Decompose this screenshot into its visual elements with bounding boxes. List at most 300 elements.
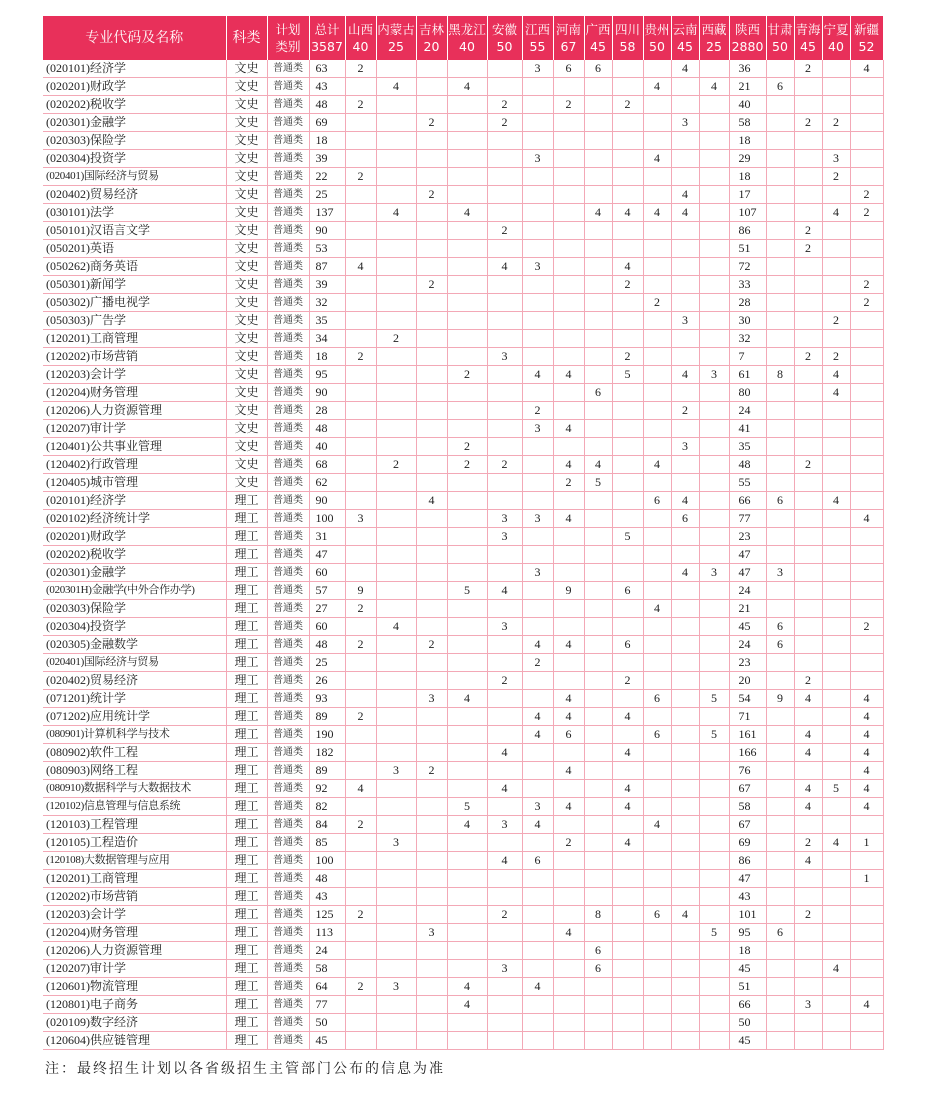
province-cell bbox=[699, 708, 729, 726]
province-cell: 6 bbox=[643, 906, 671, 924]
province-cell bbox=[766, 780, 794, 798]
province-cell bbox=[345, 186, 376, 204]
province-cell bbox=[345, 726, 376, 744]
province-cell: 40 bbox=[729, 96, 766, 114]
province-cell bbox=[553, 546, 584, 564]
province-cell bbox=[416, 384, 447, 402]
province-cell bbox=[822, 762, 850, 780]
province-cell bbox=[487, 546, 522, 564]
total-cell: 22 bbox=[309, 168, 345, 186]
province-cell bbox=[794, 510, 822, 528]
province-cell: 69 bbox=[729, 834, 766, 852]
province-cell bbox=[671, 726, 699, 744]
province-cell bbox=[487, 312, 522, 330]
province-cell bbox=[416, 834, 447, 852]
major-cell: (020401)国际经济与贸易 bbox=[43, 654, 226, 672]
province-cell bbox=[584, 546, 612, 564]
province-cell bbox=[671, 870, 699, 888]
province-cell: 28 bbox=[729, 294, 766, 312]
province-cell bbox=[553, 654, 584, 672]
header-province-name: 河南 bbox=[555, 22, 581, 37]
province-cell bbox=[345, 834, 376, 852]
province-cell bbox=[345, 546, 376, 564]
total-cell: 90 bbox=[309, 384, 345, 402]
province-cell: 2 bbox=[345, 60, 376, 78]
province-cell bbox=[699, 330, 729, 348]
province-cell bbox=[553, 852, 584, 870]
province-cell: 2 bbox=[416, 636, 447, 654]
province-cell bbox=[345, 564, 376, 582]
header-province-name: 陕西 bbox=[734, 22, 760, 37]
province-cell bbox=[766, 456, 794, 474]
province-cell bbox=[850, 942, 883, 960]
province-cell bbox=[487, 168, 522, 186]
plan-type-cell: 普通类 bbox=[267, 384, 309, 402]
province-cell bbox=[584, 888, 612, 906]
major-cell: (050101)汉语言文学 bbox=[43, 222, 226, 240]
province-cell: 36 bbox=[729, 60, 766, 78]
province-cell bbox=[584, 636, 612, 654]
province-cell bbox=[671, 798, 699, 816]
province-cell bbox=[553, 114, 584, 132]
category-cell: 文史 bbox=[226, 312, 267, 330]
header-ke: 科类 bbox=[226, 16, 267, 60]
province-cell bbox=[376, 798, 416, 816]
province-cell: 18 bbox=[729, 168, 766, 186]
province-cell: 6 bbox=[766, 636, 794, 654]
province-cell bbox=[584, 744, 612, 762]
province-cell bbox=[671, 384, 699, 402]
province-cell bbox=[522, 888, 553, 906]
major-cell: (020202)税收学 bbox=[43, 96, 226, 114]
total-cell: 48 bbox=[309, 636, 345, 654]
province-cell bbox=[794, 402, 822, 420]
province-cell: 4 bbox=[584, 456, 612, 474]
province-cell: 66 bbox=[729, 492, 766, 510]
province-cell: 2 bbox=[416, 186, 447, 204]
major-cell: (050302)广播电视学 bbox=[43, 294, 226, 312]
province-cell bbox=[643, 636, 671, 654]
major-cell: (020301)金融学 bbox=[43, 114, 226, 132]
province-cell: 4 bbox=[671, 906, 699, 924]
total-cell: 45 bbox=[309, 1032, 345, 1050]
category-cell: 文史 bbox=[226, 294, 267, 312]
province-cell: 107 bbox=[729, 204, 766, 222]
header-plan-type-line2: 类别 bbox=[275, 39, 301, 54]
province-cell bbox=[699, 798, 729, 816]
province-cell bbox=[584, 222, 612, 240]
province-cell bbox=[584, 798, 612, 816]
province-cell bbox=[584, 834, 612, 852]
province-cell bbox=[416, 744, 447, 762]
province-cell bbox=[416, 1032, 447, 1050]
province-cell bbox=[822, 726, 850, 744]
province-cell bbox=[553, 618, 584, 636]
table-body bbox=[43, 60, 883, 1050]
province-cell bbox=[794, 420, 822, 438]
province-cell: 2 bbox=[345, 816, 376, 834]
province-cell bbox=[766, 852, 794, 870]
province-cell: 95 bbox=[729, 924, 766, 942]
province-cell bbox=[376, 186, 416, 204]
province-cell: 2 bbox=[794, 348, 822, 366]
category-cell: 文史 bbox=[226, 258, 267, 276]
province-cell: 4 bbox=[447, 816, 487, 834]
province-cell bbox=[612, 222, 643, 240]
province-cell bbox=[345, 312, 376, 330]
total-cell: 100 bbox=[309, 510, 345, 528]
province-cell: 21 bbox=[729, 78, 766, 96]
header-province bbox=[522, 16, 553, 60]
major-cell: (120103)工程管理 bbox=[43, 816, 226, 834]
province-cell bbox=[553, 204, 584, 222]
province-cell: 4 bbox=[850, 726, 883, 744]
province-cell bbox=[794, 438, 822, 456]
major-cell: (071202)应用统计学 bbox=[43, 708, 226, 726]
province-cell bbox=[345, 474, 376, 492]
province-cell bbox=[553, 600, 584, 618]
province-cell bbox=[345, 1014, 376, 1032]
province-cell bbox=[584, 690, 612, 708]
category-cell: 理工 bbox=[226, 546, 267, 564]
header-province-count: 45 bbox=[800, 39, 816, 54]
province-cell bbox=[643, 348, 671, 366]
plan-type-cell: 普通类 bbox=[267, 78, 309, 96]
province-cell bbox=[766, 744, 794, 762]
major-cell: (120203)会计学 bbox=[43, 366, 226, 384]
total-cell: 32 bbox=[309, 294, 345, 312]
plan-type-cell: 普通类 bbox=[267, 960, 309, 978]
major-cell: (120401)公共事业管理 bbox=[43, 438, 226, 456]
province-cell: 47 bbox=[729, 564, 766, 582]
province-cell bbox=[447, 924, 487, 942]
total-cell: 69 bbox=[309, 114, 345, 132]
province-cell bbox=[376, 690, 416, 708]
province-cell: 3 bbox=[699, 366, 729, 384]
province-cell: 2 bbox=[416, 114, 447, 132]
province-cell bbox=[643, 366, 671, 384]
table-row bbox=[43, 438, 883, 456]
province-cell bbox=[584, 294, 612, 312]
province-cell bbox=[766, 996, 794, 1014]
major-cell: (120801)电子商务 bbox=[43, 996, 226, 1014]
plan-type-cell: 普通类 bbox=[267, 870, 309, 888]
province-cell bbox=[584, 402, 612, 420]
province-cell bbox=[850, 150, 883, 168]
province-cell bbox=[584, 420, 612, 438]
province-cell bbox=[376, 294, 416, 312]
province-cell bbox=[671, 654, 699, 672]
province-cell bbox=[376, 744, 416, 762]
total-cell: 89 bbox=[309, 762, 345, 780]
major-cell: (120207)审计学 bbox=[43, 420, 226, 438]
province-cell bbox=[766, 888, 794, 906]
province-cell bbox=[794, 960, 822, 978]
total-cell: 34 bbox=[309, 330, 345, 348]
province-cell: 24 bbox=[729, 582, 766, 600]
province-cell: 71 bbox=[729, 708, 766, 726]
province-cell bbox=[699, 546, 729, 564]
table-row bbox=[43, 600, 883, 618]
plan-type-cell: 普通类 bbox=[267, 564, 309, 582]
province-cell bbox=[612, 600, 643, 618]
province-cell bbox=[376, 780, 416, 798]
province-cell bbox=[671, 546, 699, 564]
table-row bbox=[43, 240, 883, 258]
province-cell bbox=[643, 330, 671, 348]
province-cell: 24 bbox=[729, 402, 766, 420]
province-cell: 2 bbox=[487, 906, 522, 924]
header-province-count: 58 bbox=[619, 39, 636, 54]
province-cell bbox=[766, 726, 794, 744]
province-cell bbox=[584, 186, 612, 204]
province-cell bbox=[612, 312, 643, 330]
province-cell bbox=[553, 348, 584, 366]
province-cell bbox=[376, 60, 416, 78]
province-cell bbox=[850, 582, 883, 600]
province-cell bbox=[822, 618, 850, 636]
province-cell: 2 bbox=[345, 348, 376, 366]
province-cell: 4 bbox=[822, 492, 850, 510]
province-cell bbox=[487, 204, 522, 222]
province-cell bbox=[699, 132, 729, 150]
province-cell bbox=[766, 438, 794, 456]
province-cell: 6 bbox=[643, 690, 671, 708]
province-cell bbox=[447, 708, 487, 726]
province-cell: 2 bbox=[794, 672, 822, 690]
province-cell bbox=[447, 348, 487, 366]
province-cell bbox=[416, 60, 447, 78]
province-cell: 2 bbox=[345, 636, 376, 654]
plan-type-cell: 普通类 bbox=[267, 276, 309, 294]
province-cell bbox=[447, 600, 487, 618]
major-cell: (120102)信息管理与信息系统 bbox=[43, 798, 226, 816]
header-province-count: 45 bbox=[590, 39, 606, 54]
province-cell bbox=[822, 654, 850, 672]
province-cell bbox=[416, 672, 447, 690]
province-cell bbox=[447, 96, 487, 114]
province-cell bbox=[643, 618, 671, 636]
province-cell: 9 bbox=[766, 690, 794, 708]
province-cell bbox=[553, 132, 584, 150]
plan-type-cell: 普通类 bbox=[267, 1032, 309, 1050]
province-cell bbox=[643, 384, 671, 402]
province-cell bbox=[671, 420, 699, 438]
province-cell: 2 bbox=[447, 366, 487, 384]
plan-type-cell: 普通类 bbox=[267, 654, 309, 672]
province-cell bbox=[643, 672, 671, 690]
province-cell: 2 bbox=[794, 222, 822, 240]
province-cell bbox=[345, 456, 376, 474]
province-cell bbox=[794, 582, 822, 600]
province-cell bbox=[584, 924, 612, 942]
province-cell bbox=[376, 474, 416, 492]
province-cell bbox=[822, 546, 850, 564]
province-cell bbox=[345, 366, 376, 384]
province-cell: 43 bbox=[729, 888, 766, 906]
province-cell bbox=[553, 312, 584, 330]
province-cell bbox=[766, 258, 794, 276]
province-cell bbox=[699, 258, 729, 276]
major-cell: (080903)网络工程 bbox=[43, 762, 226, 780]
table-row bbox=[43, 330, 883, 348]
province-cell bbox=[822, 636, 850, 654]
province-cell bbox=[522, 690, 553, 708]
province-cell bbox=[376, 546, 416, 564]
major-cell: (120201)工商管理 bbox=[43, 330, 226, 348]
province-cell bbox=[416, 726, 447, 744]
province-cell bbox=[850, 402, 883, 420]
province-cell: 4 bbox=[522, 708, 553, 726]
province-cell bbox=[671, 960, 699, 978]
table-row bbox=[43, 168, 883, 186]
footnote: 注：最终招生计划以各省级招生主管部门公布的信息为准 bbox=[45, 1061, 445, 1077]
province-cell: 4 bbox=[447, 78, 487, 96]
table-row bbox=[43, 672, 883, 690]
header-province-count: 50 bbox=[772, 39, 788, 54]
province-cell bbox=[671, 294, 699, 312]
table-row bbox=[43, 762, 883, 780]
province-cell bbox=[699, 168, 729, 186]
province-cell bbox=[584, 816, 612, 834]
major-cell: (020102)经济统计学 bbox=[43, 510, 226, 528]
province-cell bbox=[699, 60, 729, 78]
province-cell bbox=[416, 510, 447, 528]
province-cell bbox=[612, 78, 643, 96]
province-cell: 4 bbox=[822, 366, 850, 384]
plan-type-cell: 普通类 bbox=[267, 510, 309, 528]
province-cell bbox=[850, 564, 883, 582]
province-cell bbox=[612, 960, 643, 978]
province-cell: 3 bbox=[522, 420, 553, 438]
table-row bbox=[43, 870, 883, 888]
province-cell bbox=[699, 456, 729, 474]
province-cell: 76 bbox=[729, 762, 766, 780]
plan-type-cell: 普通类 bbox=[267, 924, 309, 942]
province-cell bbox=[487, 1014, 522, 1032]
category-cell: 理工 bbox=[226, 708, 267, 726]
plan-type-cell: 普通类 bbox=[267, 528, 309, 546]
province-cell bbox=[643, 924, 671, 942]
province-cell bbox=[794, 258, 822, 276]
province-cell: 6 bbox=[584, 60, 612, 78]
province-cell bbox=[522, 294, 553, 312]
province-cell: 4 bbox=[376, 204, 416, 222]
province-cell bbox=[553, 870, 584, 888]
province-cell bbox=[671, 924, 699, 942]
category-cell: 文史 bbox=[226, 456, 267, 474]
province-cell bbox=[522, 996, 553, 1014]
province-cell bbox=[522, 744, 553, 762]
province-cell bbox=[376, 996, 416, 1014]
plan-type-cell: 普通类 bbox=[267, 258, 309, 276]
province-cell bbox=[643, 996, 671, 1014]
province-cell bbox=[553, 294, 584, 312]
major-cell: (120206)人力资源管理 bbox=[43, 942, 226, 960]
header-province-name: 宁夏 bbox=[823, 22, 849, 37]
header-province-name: 新疆 bbox=[853, 22, 879, 37]
province-cell bbox=[553, 888, 584, 906]
province-cell bbox=[416, 996, 447, 1014]
province-cell bbox=[487, 654, 522, 672]
province-cell: 4 bbox=[612, 204, 643, 222]
province-cell bbox=[522, 600, 553, 618]
category-cell: 理工 bbox=[226, 564, 267, 582]
province-cell bbox=[643, 132, 671, 150]
province-cell bbox=[671, 690, 699, 708]
header-total-count: 3587 bbox=[311, 39, 343, 54]
province-cell bbox=[671, 762, 699, 780]
province-cell bbox=[643, 1032, 671, 1050]
province-cell: 2 bbox=[643, 294, 671, 312]
plan-type-cell: 普通类 bbox=[267, 456, 309, 474]
province-cell bbox=[487, 924, 522, 942]
header-province-name: 云南 bbox=[672, 22, 698, 37]
province-cell: 5 bbox=[584, 474, 612, 492]
province-cell bbox=[447, 618, 487, 636]
province-cell bbox=[822, 438, 850, 456]
category-cell: 理工 bbox=[226, 780, 267, 798]
province-cell bbox=[376, 672, 416, 690]
province-cell: 6 bbox=[584, 960, 612, 978]
total-cell: 57 bbox=[309, 582, 345, 600]
province-cell bbox=[584, 330, 612, 348]
header-province-count: 50 bbox=[649, 39, 665, 54]
province-cell bbox=[487, 366, 522, 384]
plan-type-cell: 普通类 bbox=[267, 474, 309, 492]
province-cell: 4 bbox=[522, 816, 553, 834]
province-cell bbox=[553, 78, 584, 96]
province-cell bbox=[487, 420, 522, 438]
province-cell: 4 bbox=[794, 726, 822, 744]
province-cell bbox=[699, 276, 729, 294]
province-cell bbox=[487, 798, 522, 816]
province-cell bbox=[416, 132, 447, 150]
province-cell bbox=[671, 618, 699, 636]
province-cell bbox=[671, 744, 699, 762]
header-province-name: 四川 bbox=[614, 22, 640, 37]
province-cell bbox=[522, 942, 553, 960]
province-cell: 21 bbox=[729, 600, 766, 618]
plan-type-cell: 普通类 bbox=[267, 330, 309, 348]
province-cell: 86 bbox=[729, 852, 766, 870]
province-cell bbox=[522, 582, 553, 600]
province-cell bbox=[766, 1014, 794, 1032]
province-cell: 5 bbox=[612, 366, 643, 384]
province-cell bbox=[850, 546, 883, 564]
province-cell: 2 bbox=[487, 96, 522, 114]
total-cell: 77 bbox=[309, 996, 345, 1014]
province-cell: 58 bbox=[729, 798, 766, 816]
province-cell bbox=[766, 312, 794, 330]
province-cell bbox=[671, 78, 699, 96]
province-cell bbox=[522, 168, 553, 186]
category-cell: 理工 bbox=[226, 816, 267, 834]
province-cell: 4 bbox=[643, 456, 671, 474]
province-cell: 4 bbox=[850, 744, 883, 762]
plan-type-cell: 普通类 bbox=[267, 744, 309, 762]
major-cell: (120105)工程造价 bbox=[43, 834, 226, 852]
province-cell: 7 bbox=[729, 348, 766, 366]
province-cell: 4 bbox=[447, 204, 487, 222]
major-cell: (120604)供应链管理 bbox=[43, 1032, 226, 1050]
province-cell bbox=[522, 132, 553, 150]
province-cell bbox=[671, 1014, 699, 1032]
major-cell: (120601)物流管理 bbox=[43, 978, 226, 996]
province-cell bbox=[584, 168, 612, 186]
province-cell bbox=[612, 762, 643, 780]
province-cell: 5 bbox=[699, 690, 729, 708]
